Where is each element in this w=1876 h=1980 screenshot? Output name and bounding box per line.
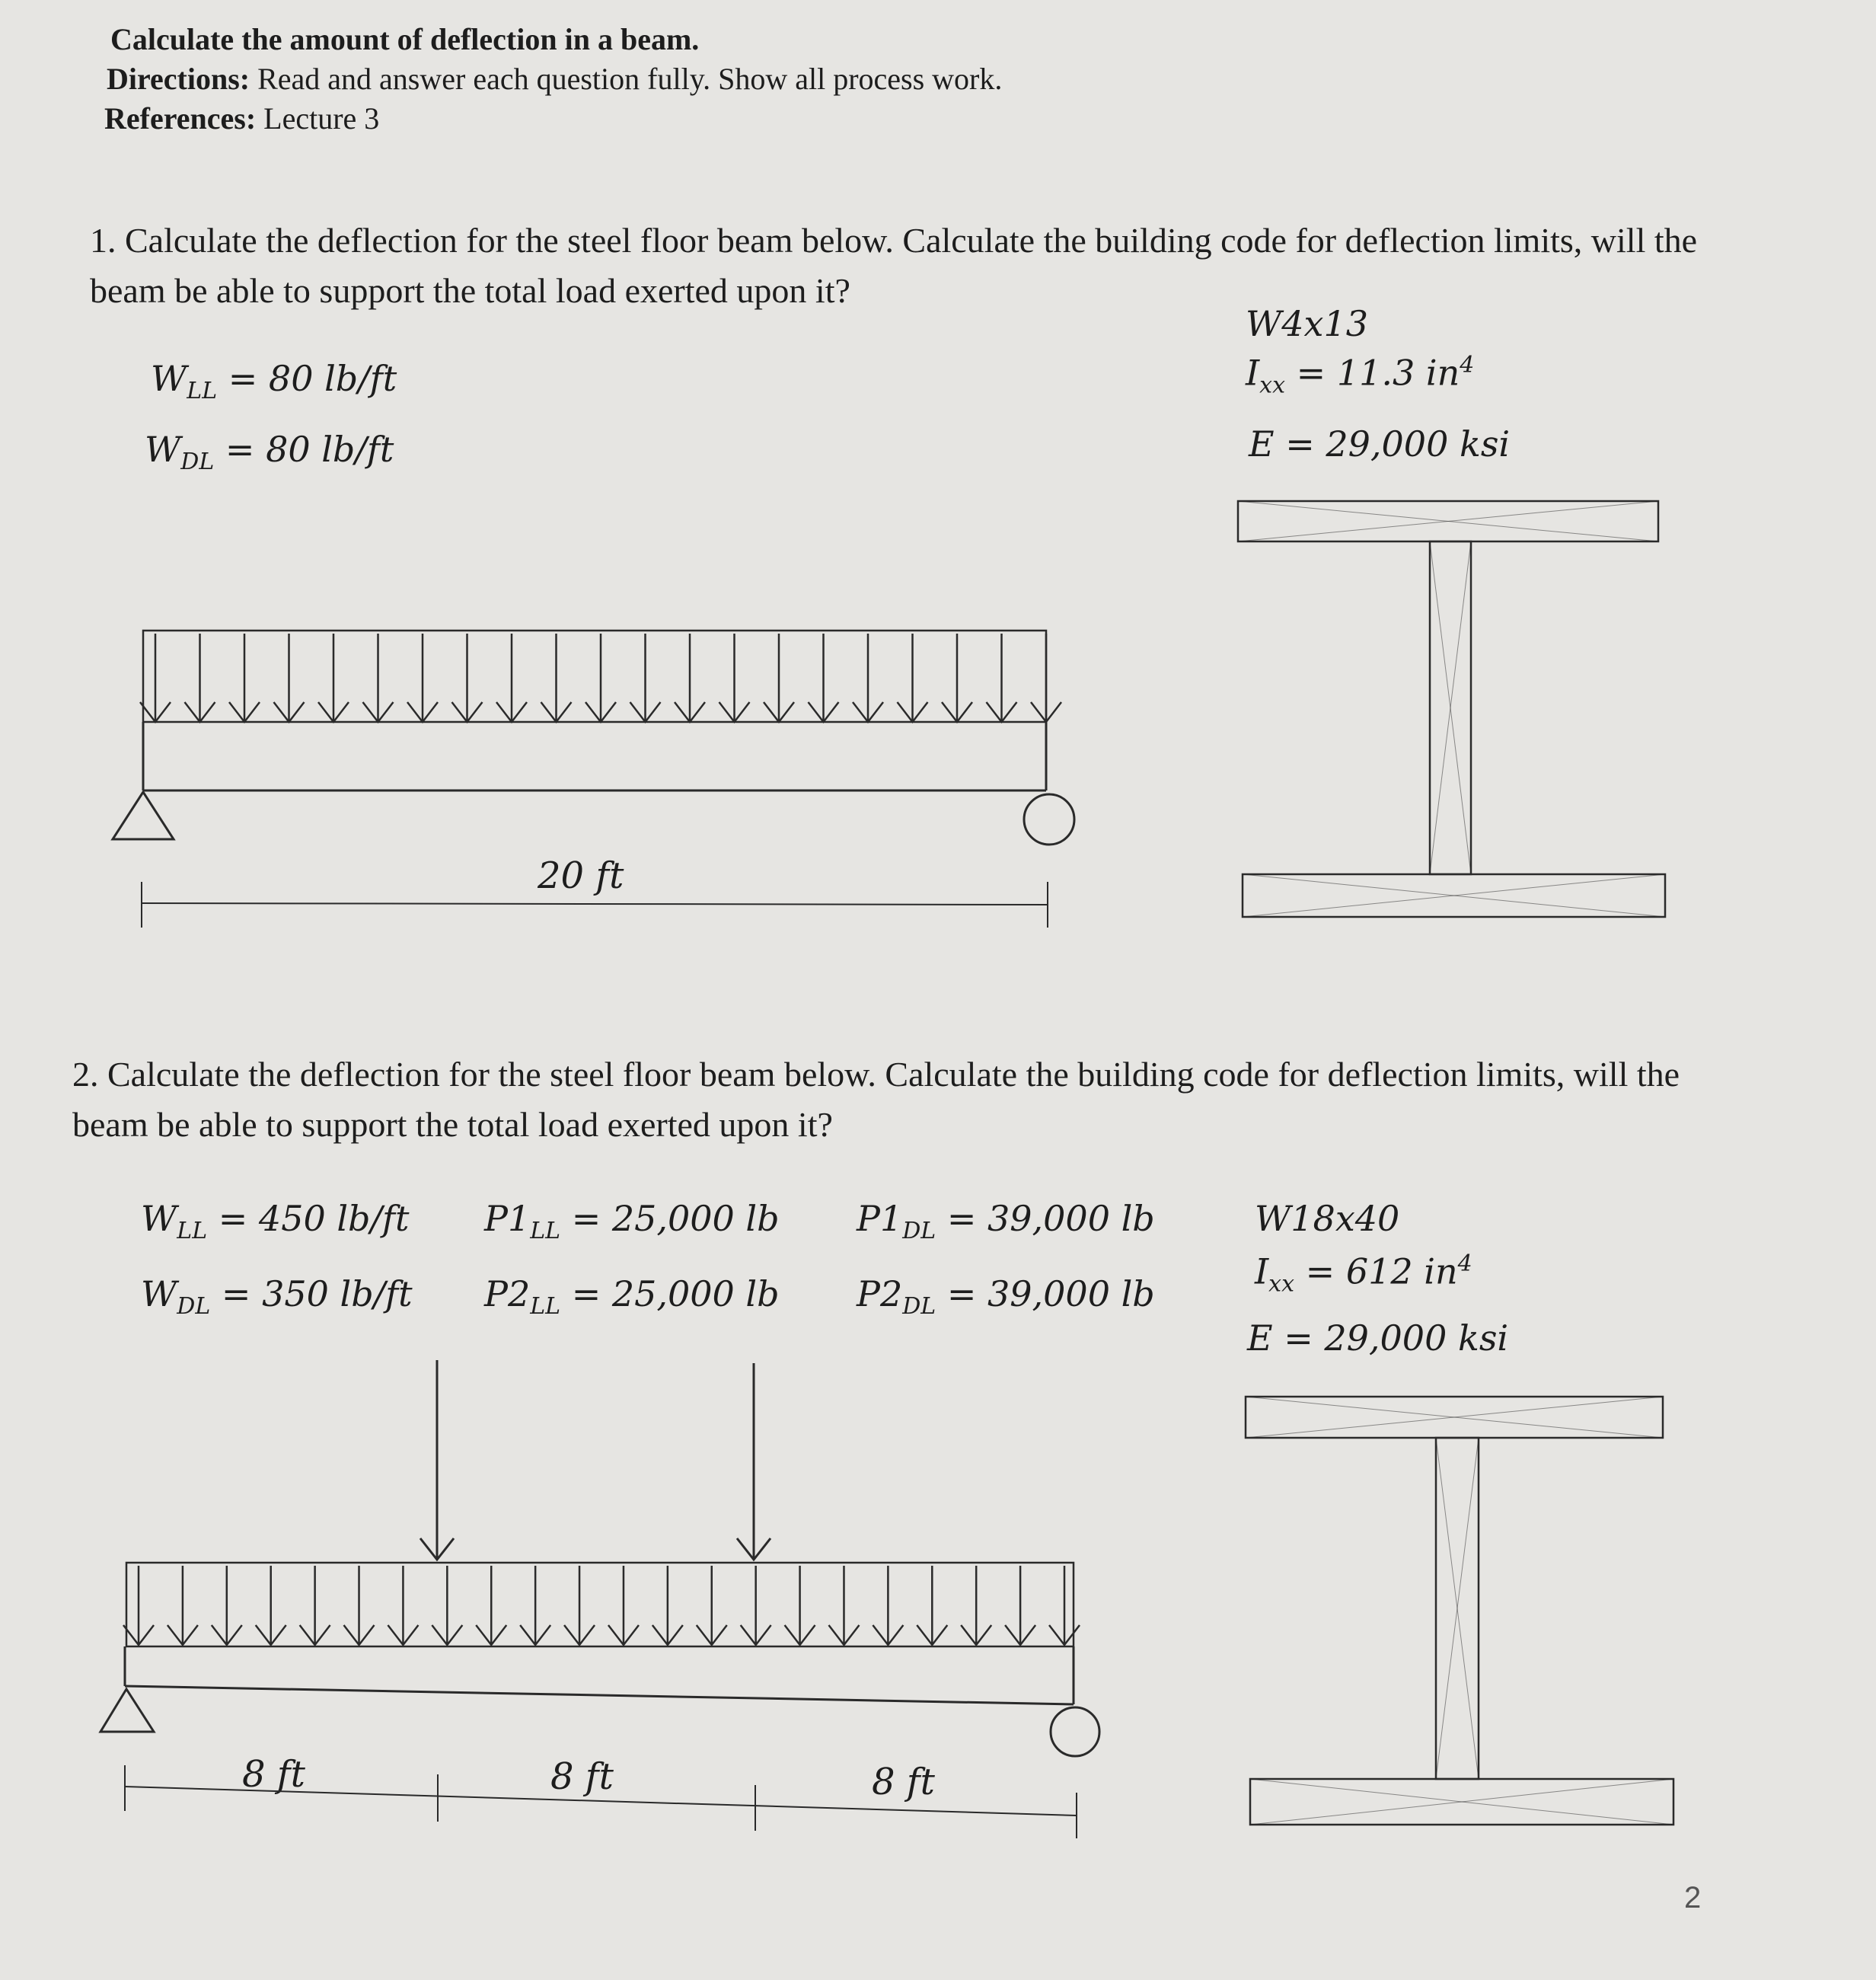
p2-pin-support (100, 1689, 154, 1732)
p1-load-arrow (942, 634, 972, 722)
directions-text: Read and answer each question fully. Show all process work. (250, 62, 1003, 96)
p2-p1dl-label: $P1_{DL} = 39,000$ lb (857, 1198, 1155, 1244)
p1-load-arrow (853, 634, 883, 722)
p1-section-name: W4x13 (1246, 303, 1369, 344)
p1-load-arrow (140, 634, 171, 722)
p2-point-load-2 (737, 1363, 770, 1560)
p1-load-arrow (1031, 634, 1061, 722)
p2-wdl-value: 350 lb/ft (262, 1273, 413, 1314)
p1-roller-support (1024, 794, 1074, 845)
p1-load-arrow (898, 634, 928, 722)
p1-load-arrow (809, 634, 839, 722)
p2-p2ll-label: $P2_{LL} = 25,000$ lb (484, 1273, 780, 1320)
p2-load-arrow (123, 1566, 154, 1645)
p1-dimension-line (142, 882, 1048, 928)
p2-load-arrow (432, 1566, 462, 1645)
p2-wll-label: $W_{LL} = 450$ lb/ft (141, 1198, 410, 1244)
directions-label: Directions: (107, 62, 250, 96)
p1-load-arrow (185, 634, 215, 722)
p1-load-arrow (675, 634, 705, 722)
p2-load-arrow (608, 1566, 639, 1645)
p2-span-label-2: 8 ft (550, 1755, 614, 1798)
p2-load-arrow (697, 1566, 727, 1645)
p1-ixx-value: 11.3 in (1336, 352, 1460, 394)
p1-load-arrow (541, 634, 572, 722)
p2-load-arrow (828, 1566, 859, 1645)
p1-load-arrow (452, 634, 483, 722)
p1-wll-label: $W_{LL} = 80$ lb/ft (151, 358, 397, 404)
p2-e-value: 29,000 ksi (1324, 1317, 1509, 1359)
p1-load-arrow (630, 634, 661, 722)
p2-point-load-1 (420, 1360, 454, 1560)
worksheet-title: Calculate the amount of deflection in a beam. (110, 22, 700, 56)
p1-distributed-load (140, 631, 1061, 722)
p2-p2dl-label: $P2_{DL} = 39,000$ lb (857, 1273, 1155, 1320)
page-number: 2 (1684, 1881, 1702, 1915)
p2-load-arrow (520, 1566, 550, 1645)
p2-load-arrow (344, 1566, 375, 1645)
p1-load-arrow (229, 634, 260, 722)
p2-load-arrow (256, 1566, 286, 1645)
p2-section-name: W18x40 (1255, 1198, 1400, 1239)
p2-roller-support (1051, 1707, 1099, 1756)
p1-i-beam-section (1238, 501, 1665, 917)
p2-wdl-label: $W_{DL} = 350$ lb/ft (141, 1273, 413, 1320)
p1-span-label: 20 ft (538, 854, 624, 897)
p1-pin-support (113, 792, 174, 839)
p1-wdl-value: 80 lb/ft (266, 429, 394, 470)
p2-p2dl-value: 39,000 lb (987, 1273, 1155, 1314)
p2-load-arrow (564, 1566, 595, 1645)
p1-wll-value: 80 lb/ft (268, 358, 397, 399)
p2-load-arrow (917, 1566, 947, 1645)
p2-ixx-value: 612 in (1345, 1250, 1458, 1292)
p1-wdl-label: $W_{DL} = 80$ lb/ft (145, 429, 394, 475)
problem2-text: 2. Calculate the deflection for the steel floor beam below. Calculate the building code for deflection limits, will the beam be able to support the total load exerted upon it? (72, 1055, 1680, 1144)
p2-p1ll-value: 25,000 lb (611, 1198, 780, 1239)
p2-e-label: E = 29,000 ksi (1247, 1317, 1509, 1359)
p2-beam-bottom (125, 1686, 1074, 1704)
p2-ixx-label: $I_{xx} = 612$ $in^4$ (1255, 1250, 1472, 1298)
p1-ixx-label: $I_{xx} = 11.3$ $in^4$ (1246, 352, 1475, 399)
p2-load-arrow (1049, 1566, 1080, 1645)
p2-dimension-line (125, 1765, 1077, 1838)
references-label: References: (104, 101, 257, 136)
p2-load-arrow (741, 1566, 771, 1645)
p1-load-arrow (585, 634, 616, 722)
p2-load-arrow (212, 1566, 242, 1645)
p1-load-arrow (363, 634, 394, 722)
p2-load-arrow (300, 1566, 330, 1645)
problem1-text: 1. Calculate the deflection for the steel floor beam below. Calculate the building code for deflection limits, will the beam be able to support the total load exerted upon it? (90, 221, 1698, 310)
p2-p1dl-value: 39,000 lb (987, 1198, 1155, 1239)
p1-load-arrow (987, 634, 1017, 722)
p2-load-arrow (785, 1566, 815, 1645)
p2-load-arrow (388, 1566, 418, 1645)
references-text: Lecture 3 (256, 101, 380, 136)
p1-load-arrow (318, 634, 349, 722)
p2-p2ll-value: 25,000 lb (611, 1273, 780, 1314)
p1-load-arrow (274, 634, 305, 722)
p2-span-label-3: 8 ft (872, 1761, 935, 1803)
p2-load-arrow (652, 1566, 683, 1645)
p2-load-arrow (961, 1566, 991, 1645)
p2-wll-value: 450 lb/ft (258, 1198, 410, 1239)
p2-span-label-1: 8 ft (242, 1753, 305, 1796)
p1-load-arrow (764, 634, 794, 722)
p2-i-beam-section (1246, 1397, 1673, 1825)
p2-load-arrow (873, 1566, 903, 1645)
p1-e-value: 29,000 ksi (1326, 423, 1511, 465)
p2-load-arrow (1005, 1566, 1035, 1645)
p2-load-arrow (476, 1566, 506, 1645)
p1-load-arrow (719, 634, 750, 722)
p1-load-arrow (496, 634, 527, 722)
p2-p1ll-label: $P1_{LL} = 25,000$ lb (484, 1198, 780, 1244)
p1-load-arrow (407, 634, 438, 722)
p2-distributed-load (123, 1563, 1080, 1646)
p1-e-label: E = 29,000 ksi (1249, 423, 1511, 465)
p2-load-arrow (168, 1566, 198, 1645)
